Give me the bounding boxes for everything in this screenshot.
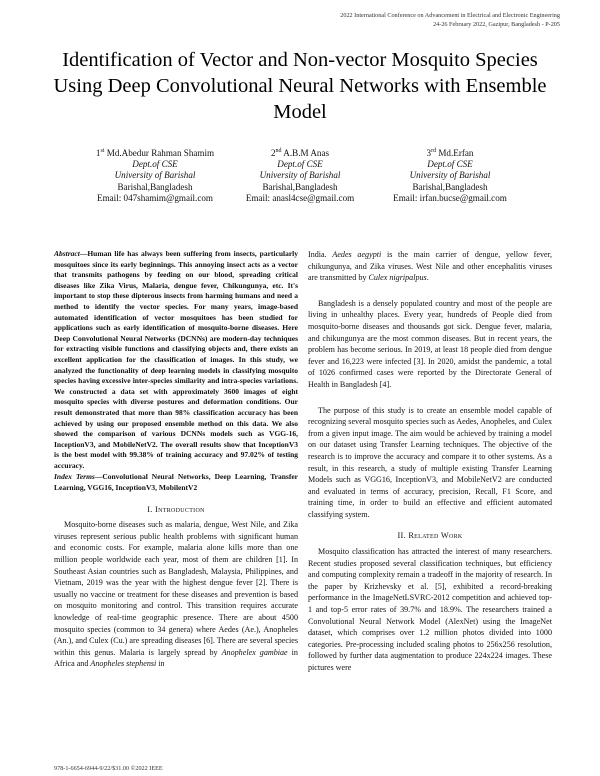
author-place: Barishal,Bangladesh (262, 181, 338, 192)
author-name: 1st Md.Abedur Rahman Shamim (95, 148, 215, 159)
copyright-footer: 978-1-6654-6944-9/22/$31.00 ©2022 IEEE (54, 765, 163, 772)
author-dept: Dept.of CSE (277, 159, 323, 170)
index-terms (54, 472, 298, 493)
abstract-text: —Human life has always been suffering from insects, particularly mosquitoes since its early beginnings. This annoying insect acts as a vector that transmits pathogens by feeding on our blood, spreading critical diseases like Zika Virus, Malaria, dengue fever, Chikungunya, etc. It's important to stop these dipterous insects from harming humans and need a method to identify the vector species. For many years, image-based automated identification of vector mosquitoes has been studied for applications such as early identification of mosquito-borne diseases. Here Deep Convolutional Neural Networks (DCNNs) are modern-day techniques for extracting visible functions and classifying objects and, there exists an excellent application for the classification of images. In this study, we analyzed the functionality of deep learning models in classifying mosquito species having excessive inter-species similarity and intra-species variations. We constructed a data set with approximately 3600 images of eight mosquito species with diverse postures and deformation conditions. Our result demonstrated that more than 98% classification accuracy has been achieved by using our proposed ensemble method on this data. We also showed the comparison of various DCNNs models such as VGG-16, InceptionV3, and MobileNetV2. The overall results show that InceptionV3 is the best model with 99.38% of training accuracy and 97.02% of testing accuracy. (54, 249, 298, 470)
author-univ: University of Barishal (114, 170, 196, 181)
right-column (308, 249, 552, 674)
conference-line-2: 24-26 February 2022, Gazipur, Bangladesh - P-205 (433, 21, 560, 28)
author-dept: Dept.of CSE (132, 159, 178, 170)
author-place: Barishal,Bangladesh (412, 181, 488, 192)
author-block-3 (355, 146, 545, 204)
author-name: 3rd Md.Erfan (426, 148, 474, 159)
author-dept: Dept.of CSE (427, 159, 473, 170)
author-univ: University of Barishal (259, 170, 341, 181)
section-heading-introduction: I. Introduction (147, 504, 205, 514)
intro-paragraph-1-end-left: in (156, 659, 165, 669)
abstract (54, 249, 298, 471)
section-heading-related-work: II. Related Work (397, 531, 463, 541)
intro-paragraph-2: Bangladesh is a densely populated country and most of the people are living in unhealthy places. Every year, hundreds of People died from mosquito-borne diseases and thousands got sick. Dengue fever, malaria, and chikungunya are the most common diseases. But in recent years, the problem has become serious. In 2019, at least 18 people died from dengue fever and 16,223 were infected [3]. In 2020, amidst the pandemic, a total of 1026 confirmed cases were reported by the Directorate General of Health in Bangladesh [4]. (308, 298, 552, 389)
author-place: Barishal,Bangladesh (117, 181, 193, 192)
author-name: 2nd A.B.M Anas (270, 148, 330, 159)
author-email: Email: 047shamim@gmail.com (97, 192, 213, 203)
intro-paragraph-1-continued: India. Aedes aegypti is the main carrier of dengue, yellow fever, chikungunya, and Zika viruses. West Nile and other encephalitis viruses are transmitted by Culex nigripalpus. (308, 250, 552, 283)
intro-paragraph-3: The purpose of this study is to create an ensemble model capable of recognizing several mosquito species such as Aedes, Anopheles, and Culex from a given input image. The aim would be achieved by training a model on our dataset using Transfer Learning techniques. The objective of the research is to improve the accuracy and compare it to other systems. As a result, in this research, a study of multiple existing Transfer Learning Models such as VGG16, InceptionV3, and MobileNetV2 are conducted and evaluated in terms of accuracy, precision, Recall, F1 Score, and training time, in order to build an effective and efficient automated classifying system. (308, 405, 552, 519)
index-terms-label: Index Terms (54, 472, 95, 482)
conference-header (240, 11, 560, 29)
author-email: Email: irfan.bucse@gmail.com (393, 192, 507, 203)
abstract-label: Abstract (54, 249, 80, 258)
author-email: Email: anasl4cse@gmail.com (245, 192, 355, 203)
paper-title: Identification of Vector and Non-vector Mosquito Species Using Deep Convolutional Neural Networks with Ensemble Model (53, 49, 547, 123)
conference-line-1: 2022 International Conference on Advancement in Electrical and Electronic Engineering (340, 12, 560, 19)
author-univ: University of Barishal (409, 170, 491, 181)
index-terms-text: —Convolutional Neural Networks, Deep Learning, Transfer Learning, VGG16, InceptionV3, MobilentV2 (54, 472, 298, 493)
related-paragraph-1: Mosquito classification has attracted the interest of many researchers. Recent studies proposed several classification techniques, but efficiency and computing complexity remain a tradeoff in the majority of research. In the paper by Krizhevsky et al. [5], exhibited a record-breaking performance in the ImageNetLSVRC-2012 competition and achieved top-1 and top-5 error rates of 39.7% and 18.9%. The researchers trained a Convolutional Neural Network Model (AlexNet) using the ImageNet dataset, which comprises over 1.2 million photos divided into 1000 categories. Pre-processing included scaling photos to 256x256 resolution, followed by further data augmentation to produce 224x224 images. These pictures were (308, 547, 552, 672)
left-column (54, 249, 298, 670)
intro-paragraph-1: Mosquito-borne diseases such as malaria, dengue, West Nile, and Zika viruses represent serious public health problems with significant human and economic costs. For example, malaria alone kills more than one million people worldwide each year, most of them are children [1]. In Southeast Asian countries such as Bangladesh, Malaysia, Philippines, and Vietnam, 2019 was the year with the highest dengue fever [2]. There is usually no vaccine or treatment for these diseases and prevention is based on mosquito monitoring and control. This transition requires accurate knowledge of real-time geographic presence. There are about 4500 mosquito species (common to 34 genera) where Aedes (Ae.), Anopheles (An.), and Culex (Cu.) are spreading diseases [6]. There are several species within this genus. Malaria is largely spread by Anophelex gambiae in Africa and Anopheles stephensi in (54, 520, 298, 669)
